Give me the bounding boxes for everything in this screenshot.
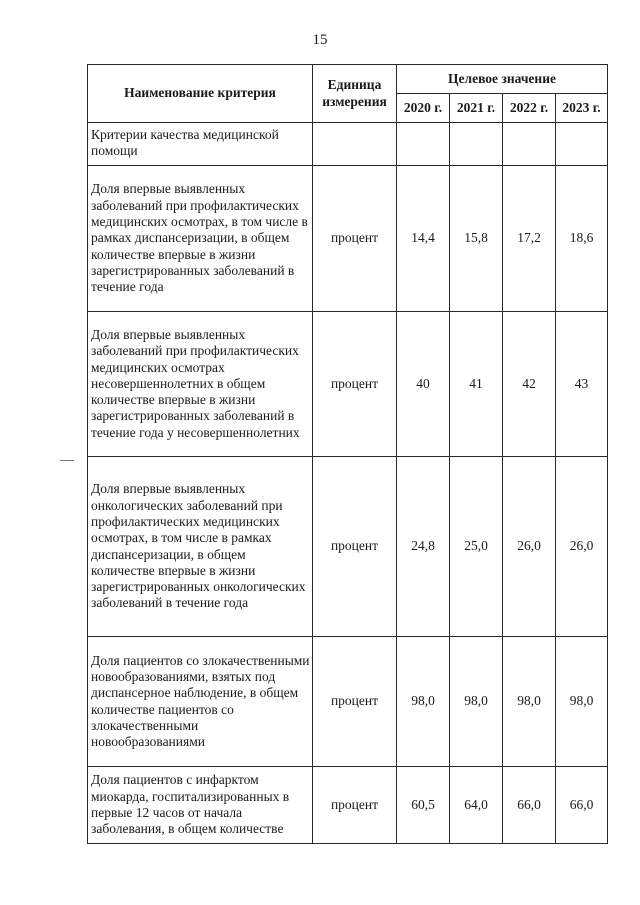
criterion-name: Доля впервые выявленных онкологических заболеваний при профилактических медицинских осмотрах, в том числе в рамках диспансеризации, в общем количестве впервые в жизни зарегистрированных онкологических заболеваний в течение года: [88, 457, 313, 637]
criteria-table: [87, 64, 608, 844]
criterion-name: Доля пациентов с инфарктом миокарда, госпитализированных в первые 12 часов от начала заболевания, в общем количестве: [88, 767, 313, 844]
criterion-unit: процент: [313, 767, 397, 844]
value-2022: 66,0: [503, 767, 556, 844]
section-row: [88, 123, 608, 166]
value-2020: 60,5: [397, 767, 450, 844]
criterion-name: Доля впервые выявленных заболеваний при профилактических медицинских осмотрах несовершеннолетних в общем количестве впервые в жизни зарегистрированных заболеваний в течение года у несовершеннолетних: [88, 312, 313, 457]
header-year-2021: 2021 г.: [450, 94, 503, 123]
empty-cell: [397, 123, 450, 166]
value-2022: 42: [503, 312, 556, 457]
table-row: [88, 637, 608, 767]
value-2020: 24,8: [397, 457, 450, 637]
value-2023: 26,0: [556, 457, 608, 637]
value-2021: 98,0: [450, 637, 503, 767]
header-unit: [313, 65, 397, 123]
value-2022: 17,2: [503, 166, 556, 312]
header-unit-line1: Единица: [327, 77, 382, 93]
value-2023: 43: [556, 312, 608, 457]
criterion-name: Доля пациентов со злокачественными новообразованиями, взятых под диспансерное наблюдение, в общем количестве пациентов со злокачественными новообразованиями: [88, 637, 313, 767]
value-2020: 40: [397, 312, 450, 457]
value-2023: 18,6: [556, 166, 608, 312]
table-row: [88, 457, 608, 637]
value-2022: 26,0: [503, 457, 556, 637]
criterion-unit: процент: [313, 637, 397, 767]
value-2023: 98,0: [556, 637, 608, 767]
empty-cell: [503, 123, 556, 166]
empty-cell: [313, 123, 397, 166]
table-row: [88, 312, 608, 457]
header-unit-line2: измерения: [322, 93, 387, 109]
criterion-unit: процент: [313, 457, 397, 637]
header-year-2022: 2022 г.: [503, 94, 556, 123]
header-target-value: Целевое значение: [397, 65, 608, 94]
header-year-2020: 2020 г.: [397, 94, 450, 123]
margin-mark: [60, 460, 74, 461]
page-number: 15: [312, 32, 328, 48]
value-2021: 41: [450, 312, 503, 457]
value-2021: 64,0: [450, 767, 503, 844]
header-year-2023: 2023 г.: [556, 94, 608, 123]
value-2020: 98,0: [397, 637, 450, 767]
empty-cell: [450, 123, 503, 166]
table-row: [88, 166, 608, 312]
table-row: [88, 767, 608, 844]
criterion-unit: процент: [313, 166, 397, 312]
criterion-name: Доля впервые выявленных заболеваний при профилактических медицинских осмотрах, в том числе в рамках диспансеризации, в общем количестве впервые в жизни зарегистрированных заболеваний в течение года: [88, 166, 313, 312]
value-2023: 66,0: [556, 767, 608, 844]
section-title: Критерии качества медицинской помощи: [88, 123, 313, 166]
criterion-unit: процент: [313, 312, 397, 457]
empty-cell: [556, 123, 608, 166]
value-2021: 15,8: [450, 166, 503, 312]
value-2022: 98,0: [503, 637, 556, 767]
header-criterion: Наименование критерия: [88, 65, 313, 123]
value-2020: 14,4: [397, 166, 450, 312]
value-2021: 25,0: [450, 457, 503, 637]
